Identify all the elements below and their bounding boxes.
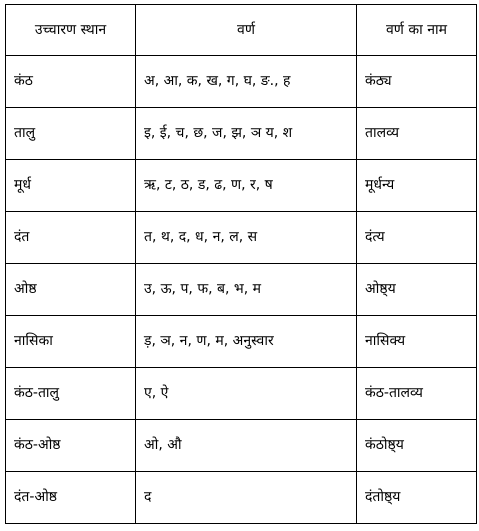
table-row [6,472,477,524]
table-row [6,264,477,316]
cell-class-name: कंठोष्ठ्य [357,420,477,472]
cell-class-name: तालव्य [357,108,477,160]
table-header-row [6,5,477,56]
cell-class-name: कंठ्य [357,56,477,108]
table-row [6,368,477,420]
table-row [6,212,477,264]
cell-place: मूर्ध [6,160,136,212]
cell-class-name: मूर्धन्य [357,160,477,212]
header-letters: वर्ण [136,5,357,56]
varna-classification-table [5,4,477,524]
table-row [6,56,477,108]
cell-letters: ए, ऐ [136,368,357,420]
cell-place: ओष्ठ [6,264,136,316]
cell-place: नासिका [6,316,136,368]
cell-class-name: दंत्य [357,212,477,264]
cell-letters: अ, आ, क, ख, ग, घ, ङ., ह [136,56,357,108]
cell-class-name: दंतोष्ठ्य [357,472,477,524]
cell-class-name: कंठ-तालव्य [357,368,477,420]
cell-letters: उ, ऊ, प, फ, ब, भ, म [136,264,357,316]
cell-place: कंठ-ओष्ठ [6,420,136,472]
table-row [6,108,477,160]
table-row [6,420,477,472]
cell-class-name: नासिक्य [357,316,477,368]
cell-letters: द [136,472,357,524]
cell-letters: ओ, औ [136,420,357,472]
cell-place: तालु [6,108,136,160]
cell-place: दंत-ओष्ठ [6,472,136,524]
cell-letters: ऋ, ट, ठ, ड, ढ, ण, र, ष [136,160,357,212]
cell-place: कंठ-तालु [6,368,136,420]
cell-letters: ड़, ञ, न, ण, म, अनुस्वार [136,316,357,368]
table-row [6,160,477,212]
cell-place: दंत [6,212,136,264]
header-letter-class-name: वर्ण का नाम [357,5,477,56]
header-place-of-articulation: उच्चारण स्थान [6,5,136,56]
cell-place: कंठ [6,56,136,108]
cell-class-name: ओष्ठ्य [357,264,477,316]
table-row [6,316,477,368]
cell-letters: इ, ई, च, छ, ज, झ, ञ य, श [136,108,357,160]
cell-letters: त, थ, द, ध, न, ल, स [136,212,357,264]
